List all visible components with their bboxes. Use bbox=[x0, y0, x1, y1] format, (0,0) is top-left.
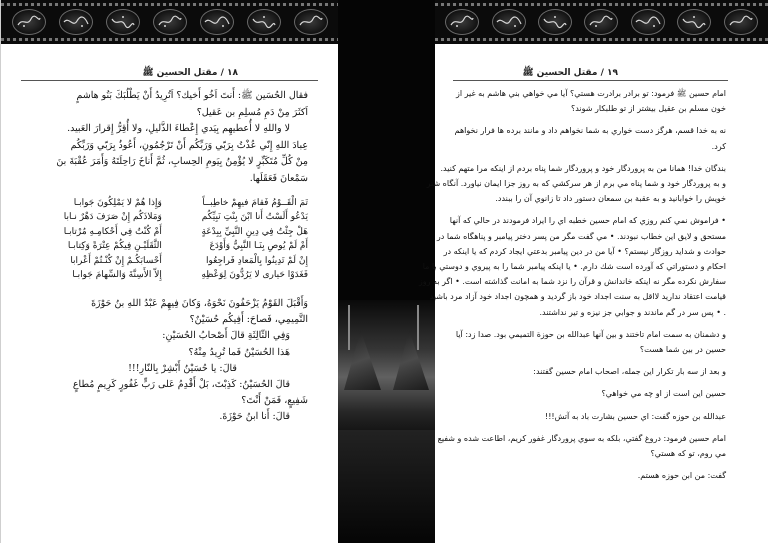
paragraph bbox=[453, 327, 726, 357]
calligraphy-medallion-icon bbox=[59, 9, 93, 35]
verse-row bbox=[27, 268, 308, 282]
verse-hemistich: إِنْ لَمْ تَدِينُوا بِالْمَعادِ فَراجِعُوا bbox=[206, 255, 308, 266]
paragraph bbox=[453, 364, 726, 379]
text-line: قيامت اعتقاد نداريد لااقل به سنت اجداد خود باز گرديد و همچون اجداد خود آزاد مرد باشيد bbox=[429, 292, 726, 302]
calligraphy-header-left bbox=[1, 0, 338, 44]
calligraphy-medallion-icon bbox=[12, 9, 46, 35]
verse-hemistich: تَمَ الْقَــوْمُ فَقامَ فيهِمْ خاطِبــاً bbox=[202, 198, 308, 208]
text-line: • فراموش نمي كنم روزي كه امام حسين خطبه اي را ايراد فرمودند در حالي كه آنها bbox=[449, 216, 726, 226]
paragraph bbox=[418, 213, 726, 319]
verse-row bbox=[27, 210, 308, 224]
text-line: شَفِيعٍ، فَمَنْ أَنْتَ؟ bbox=[241, 395, 308, 407]
text-line: و به پروردگار خود و شما پناه مي برم از هر سركشي كه به روز جزا ايمان نياورد. آنگاه شتر bbox=[426, 179, 726, 189]
left-page bbox=[0, 0, 338, 543]
text-line: قالَ الحُسَيْنُ: كَذِبْتَ، بَلْ أَقْدِمُ عَلى رَبٍّ غَفُورٍ كَرِيمٍ مُطاعٍ bbox=[72, 379, 290, 391]
text-line: . • پس سر در گم ماندند و جوابي جز نيزه و تير نداشتند. bbox=[539, 307, 726, 317]
calligraphy-header-right bbox=[435, 0, 768, 44]
text-line: و بعد از سه بار تكرار اين جمله، اصحاب امام حسين گفتند: bbox=[533, 367, 726, 377]
text-line: عبدالله بن حوزه گفت: اي حسين بشارت باد به آتش!!! bbox=[544, 411, 726, 421]
verse-hemistich: إِلاّ الأَسِنَّةَ وَالسِّهامَ جَوابـا bbox=[72, 270, 162, 281]
text-line: وَأَقْبَلَ القَوْمُ يَزْحَفُونَ نَحْوَهُ، وَكانَ فِيهِمْ عَبْدُ اللهِ بنُ حَوْزَةَ bbox=[91, 298, 308, 309]
text-line: سفارش نكرده مگر نه اينكه خاندانش و قرآن را نزد شما به امانت گذاشته است. • اگر به روز bbox=[418, 277, 726, 287]
text-line: لا واللهِ لا أُعطيهِم بِيَدي إِعْطاءَ الذَّليلِ، ولا أُقِرُّ إِقرارَ العَبيد. bbox=[67, 123, 290, 135]
calligraphy-medallion-icon bbox=[677, 9, 711, 35]
text-line: نه به خدا قسم، هرگز دست خواري به شما نخواهم داد و مانند برده ها فرار نخواهم bbox=[454, 126, 726, 136]
persian-text-block bbox=[418, 86, 726, 490]
text-line: وَفِي الثّالِثَةِ قالَ أَصْحابُ الحُسَيْنِ: bbox=[162, 330, 290, 342]
calligraphy-medallion-icon bbox=[106, 9, 140, 35]
calligraphy-medallion-icon bbox=[153, 9, 187, 35]
paragraph bbox=[453, 386, 726, 401]
gutter-image-left bbox=[338, 0, 387, 543]
poem-verses bbox=[27, 196, 308, 282]
text-line: حوادث و شدايد روزگار نيستم؟ • آيا من در دين پيامبر بدعتي ايجاد كردم كه يا اينكه در bbox=[443, 246, 726, 256]
paragraph bbox=[453, 86, 726, 116]
text-line: و دشمنان به سمت امام تاختند و بين آنها عبدالله بن حوزة التميمي بود. صدا زد: آيا bbox=[455, 329, 726, 339]
text-line: مي روم، تو كه هستي؟ bbox=[650, 449, 726, 459]
calligraphy-medallion-icon bbox=[584, 9, 618, 35]
gutter-ground bbox=[338, 430, 387, 543]
text-line: فقال الحُسَين ﷺ: أَنتَ اَخُو أَخيك؟ اَتُرِيدُ أَنْ يَطْلُبَكَ بَنُو هاشمٍ bbox=[76, 90, 308, 101]
text-line: احكام و دستوراتي كه آورده است شك دارم. • يا اينكه پيامبر شما را به پيروي و دوستي با ما bbox=[422, 262, 726, 272]
verse-hemistich: يَدْعُو أَلَسْتُ أَنا ابْنَ بِنْتِ نَبِيِّكُم bbox=[201, 212, 308, 223]
calligraphy-medallion-icon bbox=[631, 9, 665, 35]
verse-hemistich: أَحْسابَكُـمْ إِنْ كُنْـتُمْ أَعْرابا bbox=[70, 255, 162, 266]
verse-hemistich: وَإِذا هُمْ لا يَمْلِكُونَ جَوابـا bbox=[73, 198, 162, 208]
verse-hemistich: أَمْ كُنْتُ فِي أَحْكامِـهِ مُرْتابـا bbox=[63, 226, 162, 237]
text-line: بندگان خدا! همانا من به پروردگار خود و پروردگار شما پناه بردم از اينكه مرا متهم كنيد. bbox=[440, 163, 726, 173]
calligraphy-medallion-icon bbox=[492, 9, 526, 35]
calligraphy-medallion-icon bbox=[294, 9, 328, 35]
flag-pole bbox=[417, 305, 419, 350]
verse-hemistich: أَمْ لَمْ يُوصِ بِنَـا النَّبِيُّ وَأَوْدَعَ bbox=[209, 241, 308, 252]
verse-hemistich: الثَّقَلَيْـنِ فِيكُمْ عِتْرَةً وَكِتابـا bbox=[67, 241, 162, 252]
paragraph bbox=[426, 161, 726, 207]
paragraph bbox=[453, 123, 726, 153]
text-line: خويش را خوابانيد و به عقبة بن سمعان دستور داد تا زانوي آن را ببندد. bbox=[495, 194, 726, 204]
gutter-ground bbox=[387, 430, 435, 543]
text-line: گفت: من ابن حوزه هستم. bbox=[637, 471, 726, 481]
running-head-left: ۱۸ / مقتل الحسين ﷺ bbox=[142, 68, 238, 78]
text-line: قالَ: أَنا ابنُ حَوْزَةَ. bbox=[219, 411, 290, 423]
verse-hemistich: هَلْ جِئْتُ فِي دِينِ النَّبِيِّ بِبِدْعَةٍ bbox=[201, 226, 308, 237]
verse-hemistich: فَغَدَوْا حَيارى لا يَرُدُّونَ لِوَعْظِهِ bbox=[201, 270, 308, 281]
text-line: هَذا الحُسَيْنُ فَما تُرِيدُ مِنْهُ؟ bbox=[188, 346, 290, 358]
calligraphy-medallion-icon bbox=[538, 9, 572, 35]
flag-pole bbox=[348, 305, 350, 350]
running-head-right: ۱۹ / مقتل الحسين ﷺ bbox=[522, 68, 618, 78]
paragraph bbox=[453, 468, 726, 483]
text-line: امام حسين ﷺ فرمود: تو برادر برادرت هستي؟ آيا مي خواهي بني هاشم به غير از bbox=[456, 89, 726, 98]
right-page bbox=[418, 0, 768, 543]
calligraphy-medallion-icon bbox=[445, 9, 479, 35]
paragraph bbox=[453, 409, 726, 424]
text-line: اَكثَرَ مِنْ دَمِ مُسلِمِ بن عَقيل؟ bbox=[196, 106, 308, 118]
verse-row bbox=[27, 254, 308, 268]
calligraphy-medallion-icon bbox=[724, 9, 758, 35]
calligraphy-medallion-icon bbox=[247, 9, 281, 35]
text-line: امام حسين فرمود: دروغ گفتي، بلكه به سوي پروردگار غفور كريم، اطاعت شده و شفيع bbox=[437, 433, 726, 443]
header-rule-left bbox=[21, 80, 318, 81]
verse-row bbox=[27, 196, 308, 210]
arabic-text-tail bbox=[27, 296, 308, 426]
calligraphy-medallion-icon bbox=[200, 9, 234, 35]
text-line: مِنْ كُلِّ مُتَكَبِّرٍ لا يُؤْمِنُ بِيَومِ الحِسابِ، ثُمَّ أَناخَ رَاحِلَتَهُ وَأَمَرَ عُقْبَةَ بنَ bbox=[56, 156, 308, 168]
paragraph bbox=[437, 431, 726, 461]
text-line: مستحق و لايق اين خطاب نبودند. • مي گفت مگر من پسر دختر پيامبر و پناهگاه شما در bbox=[436, 231, 726, 241]
verse-row bbox=[27, 225, 308, 239]
text-line: حسين در بين شما هست؟ bbox=[639, 345, 726, 355]
verse-row bbox=[27, 239, 308, 253]
text-line: خون مسلم بن عقيل بيشتر از تو طلبكار شوند؟ bbox=[570, 104, 726, 114]
text-line: كرد. bbox=[711, 141, 726, 151]
text-line: قالَ: يا حُسَيْنُ أَبْشِرْ بِالنّارِ!!! bbox=[128, 362, 237, 374]
header-rule-right bbox=[453, 80, 728, 81]
text-line: حسين اين است از او چه مي خواهي؟ bbox=[601, 389, 726, 399]
arabic-text-block bbox=[27, 88, 308, 188]
text-line: سَمْعانَ فَعَقَلَها. bbox=[249, 172, 308, 184]
verse-hemistich: وَمَلاذَكُم إِنْ صَرَفَ دَهْرٌ نـابا bbox=[63, 212, 162, 223]
text-line: التَّمِيمِي، فَصاحَ: أَفِيكُم حُسَيْنٌ؟ bbox=[189, 314, 308, 326]
text-line: عِبادَ اللهِ إِنّي عُذْتُ بِرَبّي وَرَبِّكُم أَنْ تَرْجُمُونِ، أَعُوذُ بِرَبّي وَرَبِّكُم bbox=[70, 139, 308, 151]
